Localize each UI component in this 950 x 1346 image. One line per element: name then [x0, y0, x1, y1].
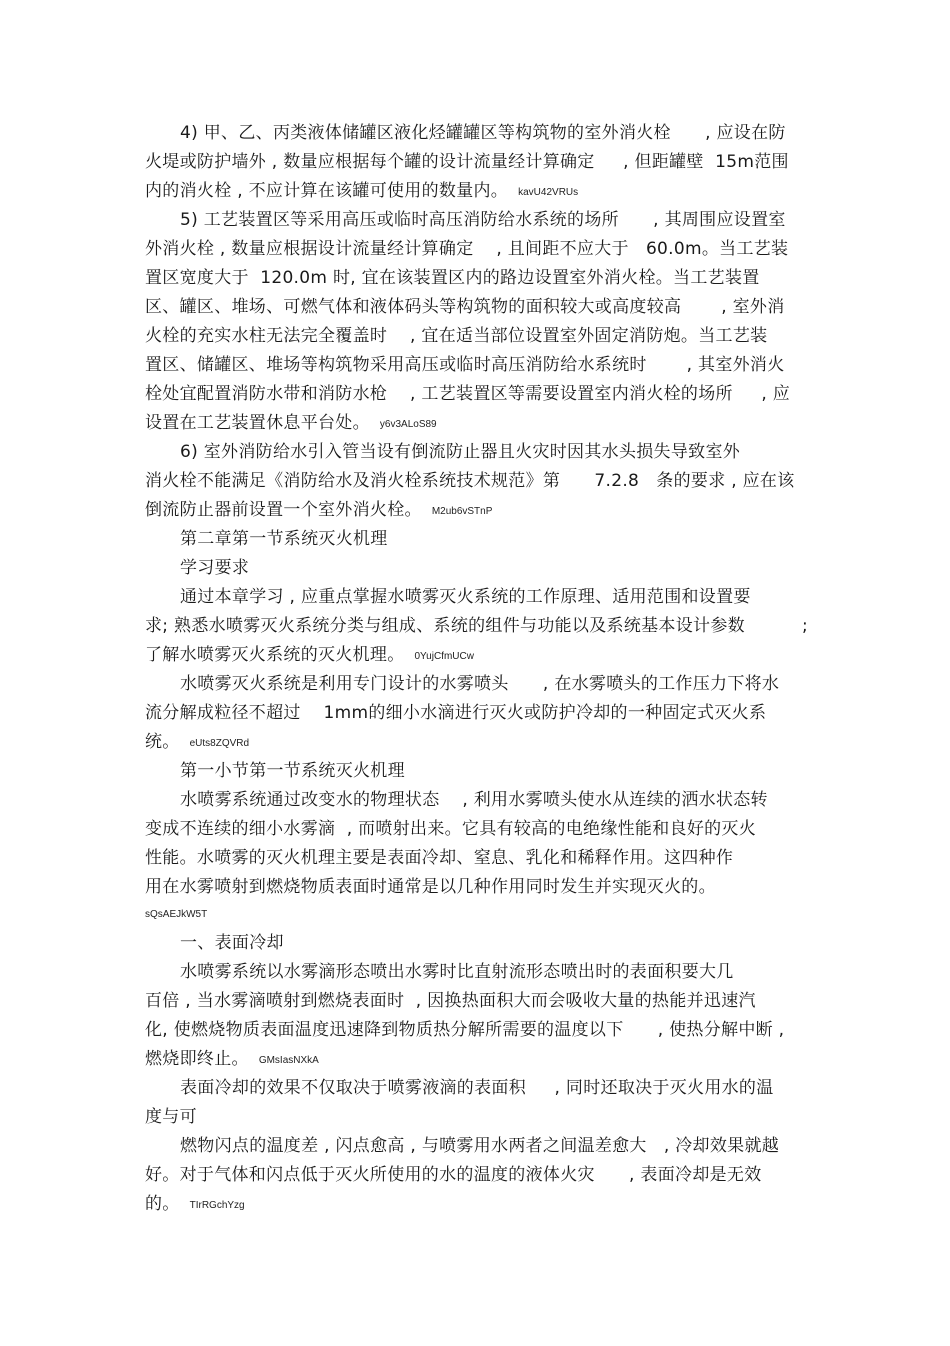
doc-code: eUts8ZQVRd	[189, 738, 250, 749]
text-line: 置区宽度大于 120.0m 时, 宜在该装置区内的路边设置室外消火栓。当工艺装置	[145, 268, 760, 288]
doc-code: sQsAEJkW5T	[145, 909, 208, 920]
text-line: 统。 eUts8ZQVRd	[145, 732, 250, 752]
doc-code: 0YujCfmUCw	[414, 651, 474, 662]
text-line: 变成不连续的细小水雾滴 , 而喷射出来。它具有较高的电绝缘性能和良好的灭火	[145, 819, 757, 839]
text-line: 置区、储罐区、堆场等构筑物采用高压或临时高压消防给水系统时 , 其室外消火	[145, 355, 785, 375]
section-heading: 第一小节第一节系统灭火机理	[180, 761, 405, 781]
text-line: 性能。水喷雾的灭火机理主要是表面冷却、窒息、乳化和稀释作用。这四种作	[145, 848, 734, 868]
text-line: 求; 熟悉水喷雾灭火系统分类与组成、系统的组件与功能以及系统基本设计参数 ;	[145, 616, 808, 636]
text-line: 通过本章学习 , 应重点掌握水喷雾灭火系统的工作原理、适用范围和设置要	[180, 587, 751, 607]
text-line: 倒流防止器前设置一个室外消火栓。 M2ub6vSTnP	[145, 500, 493, 520]
text-line: 好。对于气体和闪点低于灭火所使用的水的温度的液体火灾 , 表面冷却是无效	[145, 1165, 762, 1185]
text-line: 设置在工艺装置休息平台处。 y6v3ALoS89	[145, 413, 437, 433]
text-line: 表面冷却的效果不仅取决于喷雾液滴的表面积 , 同时还取决于灭火用水的温	[180, 1078, 774, 1098]
text-line: 燃烧即终止。 GMsIasNXkA	[145, 1049, 319, 1069]
text-line: 的。 TIrRGchYzg	[145, 1194, 245, 1214]
text-line: 栓处宜配置消防水带和消防水枪 , 工艺装置区等需要设置室内消火栓的场所 , 应	[145, 384, 791, 404]
text-line: 区、罐区、堆场、可燃气体和液体码头等构筑物的面积较大或高度较高 , 室外消	[145, 297, 785, 317]
text-line: 度与可	[145, 1107, 197, 1127]
text-line: 4) 甲、乙、丙类液体储罐区液化烃罐罐区等构筑物的室外消火栓 , 应设在防	[180, 123, 786, 143]
section-heading: 学习要求	[180, 558, 250, 578]
text-line: 水喷雾系统以水雾滴形态喷出水雾时比直射流形态喷出时的表面积要大几	[180, 962, 734, 982]
text-line: 用在水雾喷射到燃烧物质表面时通常是以几种作用同时发生并实现灭火的。	[145, 877, 716, 897]
text-line: 火堤或防护墙外 , 数量应根据每个罐的设计流量经计算确定 , 但距罐壁 15m范围	[145, 152, 789, 172]
text-line: 5) 工艺装置区等采用高压或临时高压消防给水系统的场所 , 其周围应设置室	[180, 210, 786, 230]
doc-code: M2ub6vSTnP	[431, 506, 493, 517]
text-line: 外消火栓 , 数量应根据设计流量经计算确定 , 且间距不应大于 60.0m。当工艺装	[145, 239, 789, 259]
text-line: 6) 室外消防给水引入管当设有倒流防止器且火灾时因其水头损失导致室外	[180, 442, 741, 462]
text-line: 化, 使燃烧物质表面温度迅速降到物质热分解所需要的温度以下 , 使热分解中断 ,	[145, 1020, 785, 1040]
text-line: 流分解成粒径不超过 1mm的细小水滴进行灭火或防护冷却的一种固定式灭火系	[145, 703, 767, 723]
section-heading: 一、表面冷却	[180, 933, 284, 953]
doc-code: kavU42VRUs	[518, 187, 579, 198]
text-line: 水喷雾系统通过改变水的物理状态 , 利用水雾喷头使水从连续的洒水状态转	[180, 790, 768, 810]
doc-code: TIrRGchYzg	[189, 1200, 245, 1211]
doc-code: y6v3ALoS89	[379, 419, 437, 430]
text-line: 内的消火栓 , 不应计算在该罐可使用的数量内。 kavU42VRUs	[145, 181, 579, 201]
text-line: 燃物闪点的温度差 , 闪点愈高 , 与喷雾用水两者之间温差愈大 , 冷却效果就越	[180, 1136, 780, 1156]
doc-code: GMsIasNXkA	[258, 1055, 319, 1066]
section-heading: 第二章第一节系统灭火机理	[180, 529, 388, 549]
text-line: 水喷雾灭火系统是利用专门设计的水雾喷头 , 在水雾喷头的工作压力下将水	[180, 674, 780, 694]
text-line: 火栓的充实水柱无法完全覆盖时 , 宜在适当部位设置室外固定消防炮。当工艺装	[145, 326, 768, 346]
text-line: 百倍 , 当水雾滴喷射到燃烧表面时 , 因换热面积大而会吸收大量的热能并迅速汽	[145, 991, 756, 1011]
text-line: 了解水喷雾灭火系统的灭火机理。 0YujCfmUCw	[145, 645, 474, 665]
text-line: 消火栓不能满足《消防给水及消火栓系统技术规范》第 7.2.8 条的要求 , 应在该	[145, 471, 795, 491]
